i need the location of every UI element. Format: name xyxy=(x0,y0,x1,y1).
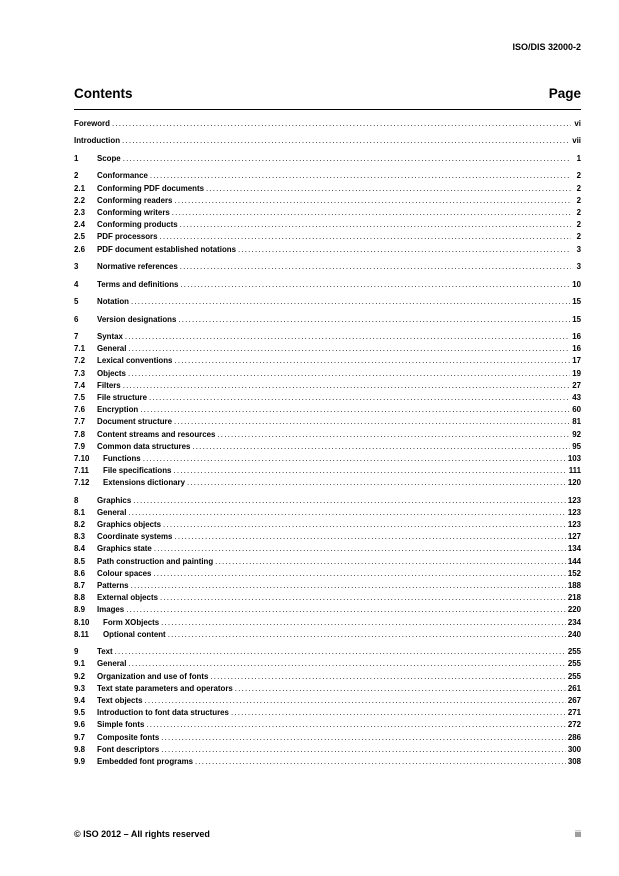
toc-entry-number: 7 xyxy=(74,332,79,341)
toc-leader-dots xyxy=(144,695,565,707)
toc-entry[interactable] xyxy=(74,658,581,670)
copyright-notice: © ISO 2012 – All rights reserved xyxy=(74,829,210,839)
toc-leader-dots xyxy=(180,219,571,231)
toc-entry-page: 103 xyxy=(567,453,581,463)
toc-entry-number: 8.1 xyxy=(74,507,85,517)
toc-entry-number: 7.8 xyxy=(74,429,85,439)
toc-entry-number: 9.1 xyxy=(74,659,85,669)
toc-entry[interactable] xyxy=(74,556,581,568)
toc-entry-page: 16 xyxy=(572,344,581,354)
toc-leader-dots xyxy=(146,719,565,731)
toc-entry-title: File structure xyxy=(97,392,147,402)
toc-entry-page: 2 xyxy=(576,220,581,230)
table-of-contents xyxy=(74,118,581,768)
toc-entry-title: Common data structures xyxy=(97,441,191,451)
toc-entry-page: 255 xyxy=(567,659,581,669)
toc-entry-page: 2 xyxy=(576,195,581,205)
toc-entry-title: Images xyxy=(97,605,125,615)
toc-entry-number: 7.5 xyxy=(74,392,85,402)
toc-leader-dots xyxy=(128,343,570,355)
toc-entry-page: 2 xyxy=(576,171,581,181)
toc-entry[interactable] xyxy=(74,671,581,683)
toc-entry-title: Colour spaces xyxy=(97,568,152,578)
toc-leader-dots xyxy=(131,296,570,308)
toc-entry[interactable] xyxy=(74,707,581,719)
toc-entry-number: 2.3 xyxy=(74,208,85,218)
toc-leader-dots xyxy=(174,195,571,207)
toc-entry-title: Text objects xyxy=(97,696,143,706)
toc-entry-title: Form XObjects xyxy=(103,617,160,627)
toc-entry-title: Organization and use of fonts xyxy=(97,671,209,681)
toc-leader-dots xyxy=(153,568,565,580)
toc-entry-page: 286 xyxy=(567,732,581,742)
toc-entry-title: Syntax xyxy=(97,332,123,341)
toc-entry-number: 7.6 xyxy=(74,405,85,415)
toc-leader-dots xyxy=(195,756,566,768)
toc-leader-dots xyxy=(161,744,566,756)
toc-entry-number: 7.10 xyxy=(74,453,90,463)
toc-entry-number: 1 xyxy=(74,153,79,163)
toc-leader-dots xyxy=(231,707,566,719)
toc-entry-title: Simple fonts xyxy=(97,720,145,730)
toc-leader-dots xyxy=(163,519,566,531)
toc-entry-page: vi xyxy=(574,119,581,128)
toc-entry-title: Conforming products xyxy=(97,220,178,230)
toc-entry-title: Embedded font programs xyxy=(97,756,194,766)
toc-entry-number: 7.1 xyxy=(74,344,85,354)
toc-entry[interactable] xyxy=(74,744,581,756)
toc-entry-title: Scope xyxy=(97,153,121,163)
toc-entry[interactable] xyxy=(74,568,581,580)
toc-entry-page: 19 xyxy=(572,368,581,378)
toc-entry-title: Conforming readers xyxy=(97,195,173,205)
toc-entry-page: 92 xyxy=(572,429,581,439)
toc-leader-dots xyxy=(160,231,571,243)
toc-leader-dots xyxy=(125,331,570,343)
toc-entry[interactable] xyxy=(74,404,581,416)
toc-entry-number: 8.7 xyxy=(74,581,85,591)
toc-entry-number: 7.3 xyxy=(74,368,85,378)
toc-entry-page: 1 xyxy=(576,153,581,163)
toc-entry[interactable] xyxy=(74,261,581,273)
toc-entry-number: 6 xyxy=(74,314,79,324)
toc-entry-page: 3 xyxy=(576,262,581,272)
toc-entry-title: Terms and definitions xyxy=(97,279,179,289)
toc-entry-title: Introduction xyxy=(74,136,121,146)
toc-entry[interactable] xyxy=(74,646,581,658)
toc-entry-number: 8.4 xyxy=(74,544,85,554)
toc-entry[interactable] xyxy=(74,355,581,367)
toc-entry-title: Extensions dictionary xyxy=(103,478,185,488)
toc-entry-page: 111 xyxy=(568,466,581,476)
toc-entry-number: 2.2 xyxy=(74,195,85,205)
toc-entry-number: 8.11 xyxy=(74,629,89,639)
toc-leader-dots xyxy=(149,392,570,404)
toc-leader-dots xyxy=(123,380,571,392)
toc-entry-number: 7.9 xyxy=(74,441,85,451)
toc-entry-title: Normative references xyxy=(97,262,178,272)
toc-leader-dots xyxy=(235,683,566,695)
toc-entry-title: Graphics objects xyxy=(97,520,162,530)
toc-leader-dots xyxy=(150,170,571,182)
toc-entry-title: Document structure xyxy=(97,417,172,427)
contents-heading: Contents xyxy=(74,86,133,101)
toc-entry-page: 152 xyxy=(567,568,581,578)
toc-entry[interactable] xyxy=(74,368,581,380)
toc-entry-title: Conformance xyxy=(97,171,148,181)
toc-entry-title: File specifications xyxy=(103,466,172,476)
toc-leader-dots xyxy=(161,732,566,744)
toc-entry-page: 271 xyxy=(567,708,581,718)
toc-entry-number: 2.5 xyxy=(74,232,85,242)
toc-entry-page: 123 xyxy=(567,495,581,505)
toc-entry-number: 9.2 xyxy=(74,671,85,681)
toc-entry-title: Coordinate systems xyxy=(97,532,173,542)
toc-entry-page: 16 xyxy=(572,332,581,341)
toc-entry-page: 3 xyxy=(576,244,581,254)
toc-leader-dots xyxy=(143,453,566,465)
toc-entry-title: Filters xyxy=(97,380,121,390)
toc-leader-dots xyxy=(168,629,566,641)
toc-entry-number: 7.2 xyxy=(74,356,85,366)
toc-entry[interactable] xyxy=(74,195,581,207)
toc-entry-title: General xyxy=(97,659,127,669)
toc-entry-page: 300 xyxy=(567,744,581,754)
toc-entry-number: 5 xyxy=(74,297,79,307)
toc-entry-title: Introduction to font data structures xyxy=(97,708,229,718)
toc-entry[interactable] xyxy=(74,465,581,477)
toc-leader-dots xyxy=(112,118,571,130)
toc-leader-dots xyxy=(217,429,570,441)
toc-entry[interactable] xyxy=(74,207,581,219)
toc-entry[interactable] xyxy=(74,732,581,744)
toc-leader-dots xyxy=(122,135,570,147)
toc-entry-number: 9.3 xyxy=(74,683,85,693)
toc-entry-number: 9.9 xyxy=(74,756,85,766)
toc-entry-number: 7.12 xyxy=(74,478,90,488)
toc-leader-dots xyxy=(187,477,566,489)
toc-entry[interactable] xyxy=(74,695,581,707)
toc-entry[interactable] xyxy=(74,380,581,392)
toc-entry-title: PDF processors xyxy=(97,232,158,242)
toc-entry-title: Patterns xyxy=(97,581,129,591)
toc-entry-title: Graphics state xyxy=(97,544,152,554)
toc-entry-number: 9.8 xyxy=(74,744,85,754)
toc-entry-number: 3 xyxy=(74,262,79,272)
toc-entry-title: Graphics xyxy=(97,495,132,505)
page-column-heading: Page xyxy=(548,86,581,101)
toc-entry[interactable] xyxy=(74,244,581,256)
toc-entry-page: 17 xyxy=(572,356,581,366)
toc-leader-dots xyxy=(180,279,570,291)
toc-entry[interactable] xyxy=(74,429,581,441)
toc-leader-dots xyxy=(180,261,571,273)
toc-entry-page: 2 xyxy=(576,232,581,242)
toc-entry-page: 308 xyxy=(567,756,581,766)
toc-entry-number: 7.7 xyxy=(74,417,85,427)
toc-entry[interactable] xyxy=(74,629,581,641)
toc-entry-title: Foreword xyxy=(74,119,110,128)
toc-entry[interactable] xyxy=(74,453,581,465)
toc-entry[interactable] xyxy=(74,507,581,519)
toc-entry[interactable] xyxy=(74,592,581,604)
toc-entry-title: Functions xyxy=(103,453,141,463)
toc-entry-title: Content streams and resources xyxy=(97,429,216,439)
toc-entry-page: 255 xyxy=(567,647,581,657)
toc-leader-dots xyxy=(160,592,566,604)
toc-entry-page: 234 xyxy=(567,617,581,627)
toc-entry-number: 8.8 xyxy=(74,593,85,603)
toc-entry-title: Conforming PDF documents xyxy=(97,183,204,193)
toc-entry-page: 2 xyxy=(576,208,581,218)
toc-entry[interactable] xyxy=(74,543,581,555)
toc-entry[interactable] xyxy=(74,519,581,531)
toc-entry[interactable] xyxy=(74,531,581,543)
toc-entry[interactable] xyxy=(74,756,581,768)
toc-entry-page: vii xyxy=(572,136,581,146)
toc-leader-dots xyxy=(161,617,566,629)
toc-leader-dots xyxy=(173,465,566,477)
toc-entry-number: 8 xyxy=(74,495,79,505)
toc-entry-title: Optional content xyxy=(103,629,166,639)
toc-leader-dots xyxy=(174,416,570,428)
toc-entry-number: 9.6 xyxy=(74,720,85,730)
toc-entry-page: 81 xyxy=(572,417,581,427)
toc-entry-number: 8.5 xyxy=(74,556,85,566)
toc-entry[interactable] xyxy=(74,219,581,231)
toc-entry[interactable] xyxy=(74,617,581,629)
toc-entry[interactable] xyxy=(74,153,581,165)
toc-entry-number: 8.6 xyxy=(74,568,85,578)
toc-entry[interactable] xyxy=(74,580,581,592)
toc-entry-page: 127 xyxy=(567,532,581,542)
toc-leader-dots xyxy=(133,495,566,507)
page-number: iii xyxy=(575,829,581,839)
toc-entry-title: PDF document established notations xyxy=(97,244,236,254)
toc-leader-dots xyxy=(154,543,566,555)
toc-entry[interactable] xyxy=(74,392,581,404)
toc-entry-page: 15 xyxy=(572,314,581,324)
toc-leader-dots xyxy=(126,604,566,616)
toc-leader-dots xyxy=(215,556,566,568)
toc-entry-title: Text state parameters and operators xyxy=(97,683,233,693)
toc-entry-title: Text xyxy=(97,647,113,657)
toc-entry-page: 240 xyxy=(567,629,581,639)
toc-entry-number: 9 xyxy=(74,647,79,657)
toc-entry[interactable] xyxy=(74,183,581,195)
toc-entry-number: 8.3 xyxy=(74,532,85,542)
toc-entry-page: 272 xyxy=(567,720,581,730)
toc-leader-dots xyxy=(128,658,565,670)
toc-entry-title: Path construction and painting xyxy=(97,556,214,566)
toc-entry-page: 218 xyxy=(567,593,581,603)
toc-entry-page: 27 xyxy=(572,380,581,390)
toc-entry-number: 9.5 xyxy=(74,708,85,718)
toc-entry-page: 43 xyxy=(572,392,581,402)
toc-entry-page: 188 xyxy=(567,581,581,591)
toc-entry-number: 4 xyxy=(74,279,79,289)
toc-entry-number: 8.2 xyxy=(74,520,85,530)
toc-leader-dots xyxy=(192,441,570,453)
toc-entry-title: General xyxy=(97,344,127,354)
toc-entry-title: Conforming writers xyxy=(97,208,170,218)
toc-entry[interactable] xyxy=(74,170,581,182)
toc-entry-title: Notation xyxy=(97,297,129,307)
toc-entry-number: 9.7 xyxy=(74,732,85,742)
toc-entry[interactable] xyxy=(74,416,581,428)
toc-entry[interactable] xyxy=(74,296,581,308)
toc-entry[interactable] xyxy=(74,331,581,343)
toc-entry-page: 144 xyxy=(567,556,581,566)
heading-rule xyxy=(74,109,581,110)
toc-entry-page: 255 xyxy=(567,671,581,681)
toc-leader-dots xyxy=(178,314,570,326)
toc-entry[interactable] xyxy=(74,118,581,130)
toc-entry-number: 2.1 xyxy=(74,183,85,193)
toc-leader-dots xyxy=(206,183,571,195)
toc-entry-page: 120 xyxy=(567,478,581,488)
toc-entry[interactable] xyxy=(74,604,581,616)
toc-entry-number: 9.4 xyxy=(74,696,85,706)
toc-entry-title: General xyxy=(97,507,127,517)
toc-entry[interactable] xyxy=(74,343,581,355)
toc-entry-page: 267 xyxy=(567,696,581,706)
toc-entry-title: Lexical conventions xyxy=(97,356,173,366)
toc-leader-dots xyxy=(174,531,565,543)
toc-entry-number: 8.10 xyxy=(74,617,90,627)
toc-leader-dots xyxy=(238,244,571,256)
toc-leader-dots xyxy=(172,207,571,219)
toc-entry-page: 261 xyxy=(567,683,581,693)
toc-entry-number: 8.9 xyxy=(74,605,85,615)
toc-leader-dots xyxy=(140,404,570,416)
toc-entry-title: Composite fonts xyxy=(97,732,160,742)
toc-leader-dots xyxy=(128,507,565,519)
toc-entry[interactable] xyxy=(74,719,581,731)
toc-leader-dots xyxy=(210,671,565,683)
toc-entry-title: External objects xyxy=(97,593,158,603)
toc-entry-page: 220 xyxy=(567,605,581,615)
toc-entry-number: 7.11 xyxy=(74,466,89,476)
toc-entry-page: 134 xyxy=(567,544,581,554)
toc-entry-page: 95 xyxy=(572,441,581,451)
toc-entry-page: 60 xyxy=(572,405,581,415)
toc-entry[interactable] xyxy=(74,495,581,507)
toc-entry-title: Encryption xyxy=(97,405,139,415)
toc-leader-dots xyxy=(115,646,566,658)
toc-entry[interactable] xyxy=(74,135,581,147)
document-id: ISO/DIS 32000-2 xyxy=(512,42,581,52)
toc-entry[interactable] xyxy=(74,231,581,243)
toc-entry[interactable] xyxy=(74,441,581,453)
toc-entry-page: 15 xyxy=(572,297,581,307)
toc-entry-number: 2.4 xyxy=(74,220,85,230)
toc-entry[interactable] xyxy=(74,683,581,695)
toc-entry[interactable] xyxy=(74,279,581,291)
toc-entry[interactable] xyxy=(74,477,581,489)
toc-entry-title: Version designations xyxy=(97,314,177,324)
toc-entry-title: Font descriptors xyxy=(97,744,160,754)
toc-entry[interactable] xyxy=(74,314,581,326)
toc-entry-number: 2.6 xyxy=(74,244,85,254)
toc-entry-page: 123 xyxy=(567,520,581,530)
toc-leader-dots xyxy=(174,355,570,367)
toc-entry-page: 123 xyxy=(567,507,581,517)
toc-entry-number: 7.4 xyxy=(74,380,85,390)
toc-leader-dots xyxy=(128,368,570,380)
toc-entry-number: 2 xyxy=(74,171,79,181)
toc-entry-page: 10 xyxy=(572,279,581,289)
toc-entry-page: 2 xyxy=(576,183,581,193)
toc-entry-title: Objects xyxy=(97,368,126,378)
toc-leader-dots xyxy=(123,153,571,165)
toc-leader-dots xyxy=(131,580,566,592)
